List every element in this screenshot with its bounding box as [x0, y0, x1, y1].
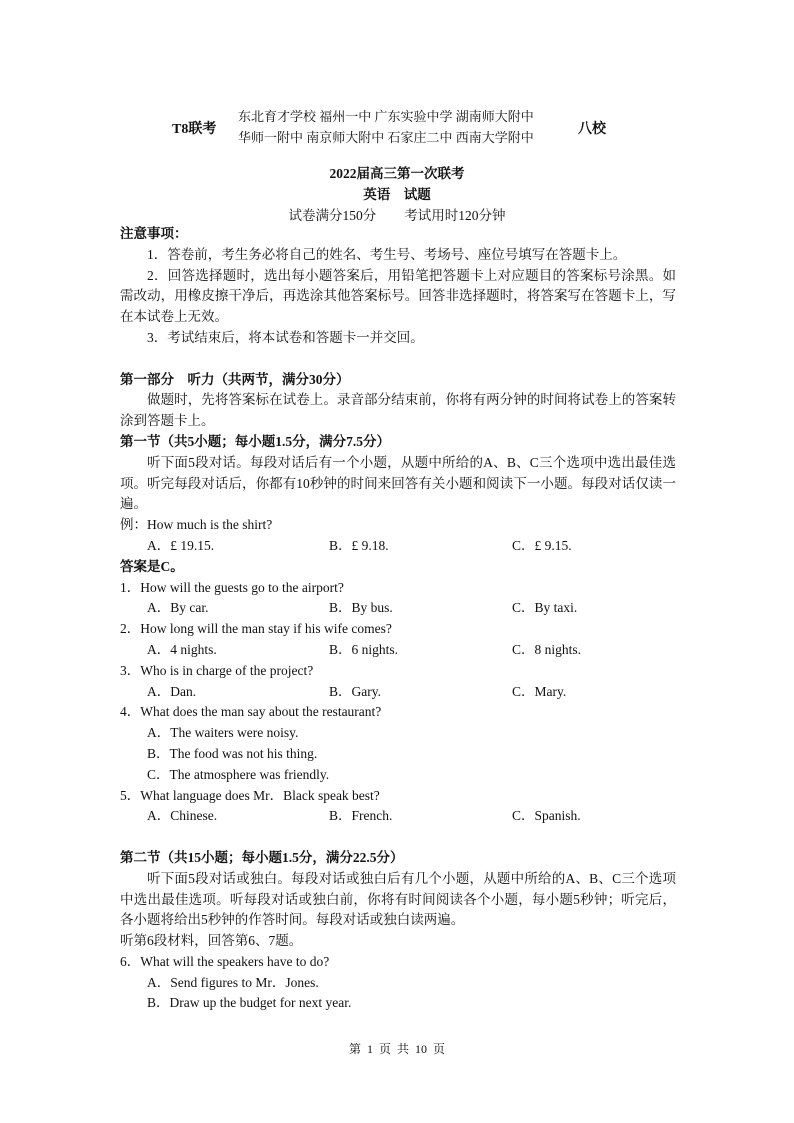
option-c: C．By taxi. [512, 600, 578, 616]
option-b: B．French. [329, 808, 393, 824]
section2-intro: 听下面5段对话或独白。每段对话或独白后有几个小题，从题中所给的A、B、C三个选项中选出最佳选项。听每段对话或独白前，你将有时间阅读各个小题，每小题5秒钟；听完后，各小题将给出5秒钟的作答时间。每段对话或独白读两遍。 [120, 870, 676, 928]
example-options [120, 536, 676, 557]
section2-heading [120, 848, 676, 869]
option-b: B．Gary. [329, 683, 381, 699]
note-item: 3．考试结束后，将本试卷和答题卡一并交回。 [147, 329, 424, 345]
section1-intro: 听下面5段对话。每段对话后有一个小题，从题中所给的A、B、C三个选项中选出最佳选项。听完每段对话后，你都有10秒钟的时间来回答有关小题和阅读下一小题。每段对话仅读一遍。 [120, 454, 676, 512]
example-question: 例：How much is the shirt? [120, 517, 273, 533]
full-score: 试卷满分150分 [288, 208, 377, 223]
question: 1．How will the guests go to the airport? [120, 579, 344, 595]
material-note: 听第6段材料，回答第6、7题。 [120, 933, 303, 949]
exam-duration: 考试用时120分钟 [404, 208, 506, 223]
school-list [238, 106, 534, 148]
option-c: C．£ 9.15. [512, 537, 572, 553]
question: 4．What does the man say about the restaurant? [120, 704, 382, 720]
option-c: C．The atmosphere was friendly. [147, 766, 330, 782]
option-b: B．6 nights. [329, 641, 399, 657]
option-c: C．Mary. [512, 683, 567, 699]
eight-schools-label: 八校 [578, 122, 606, 137]
option-a: A．4 nights. [147, 641, 217, 657]
section1-heading-text: 第一节（共5小题；每小题1.5分，满分7.5分） [120, 433, 390, 449]
option-b: B．£ 9.18. [329, 537, 389, 553]
note-item: 2．回答选择题时，选出每小题答案后，用铅笔把答题卡上对应题目的答案标号涂黑。如需改动，用橡皮擦干净后，再选涂其他答案标号。回答非选择题时，将答案写在答题卡上，写在本试卷上无效。 [120, 267, 676, 325]
page-footer: 第 1 页 共 10 页 [348, 1042, 445, 1056]
question: 5．What language does Mr．Black speak best? [120, 787, 380, 803]
option-a: A．£ 19.15. [147, 537, 215, 553]
option-a: A．Send figures to Mr．Jones. [147, 974, 319, 990]
part1-intro: 做题时，先将答案标在试卷上。录音部分结束前，你将有两分钟的时间将试卷上的答案转涂到答题卡上。 [120, 392, 676, 429]
option-a: A．Chinese. [147, 808, 218, 824]
option-b: B．The food was not his thing. [147, 745, 318, 761]
section1-heading [120, 432, 676, 453]
alliance-label: T8联考 [172, 122, 217, 137]
question-options [120, 640, 676, 661]
option-c: C．8 nights. [512, 641, 582, 657]
part1-heading: 第一部分 听力（共两节，满分30分） [120, 371, 350, 387]
exam-header [0, 100, 794, 152]
option-b: B．By bus. [329, 600, 393, 616]
school-list-line: 华师一附中 南京师大附中 石家庄二中 西南大学附中 [238, 130, 534, 145]
question-options [120, 682, 676, 703]
option-b: B．Draw up the budget for next year. [147, 995, 352, 1011]
question-options [120, 598, 676, 619]
exam-subject: 英语 试题 [363, 187, 431, 202]
option-c: C．Spanish. [512, 808, 581, 824]
question: 3．Who is in charge of the project? [120, 662, 314, 678]
note-item: 1．答卷前，考生务必将自己的姓名、考生号、考场号、座位号填写在答题卡上。 [147, 246, 627, 262]
exam-info [0, 204, 794, 224]
school-list-line: 东北育才学校 福州一中 广东实验中学 湖南师大附中 [238, 109, 534, 124]
option-a: A．The waiters were noisy. [147, 725, 299, 741]
section2-heading-text: 第二节（共15小题；每小题1.5分，满分22.5分） [120, 849, 404, 865]
example-answer: 答案是C。 [120, 558, 184, 574]
notes-heading: 注意事项： [120, 226, 188, 241]
option-a: A．By car. [147, 600, 209, 616]
exam-content [120, 224, 676, 1014]
exam-title: 2022届高三第一次联考 [329, 166, 465, 181]
question: 6．What will the speakers have to do? [120, 953, 330, 969]
option-a: A．Dan. [147, 683, 197, 699]
question: 2．How long will the man stay if his wife comes? [120, 621, 392, 637]
question-options [120, 806, 676, 827]
